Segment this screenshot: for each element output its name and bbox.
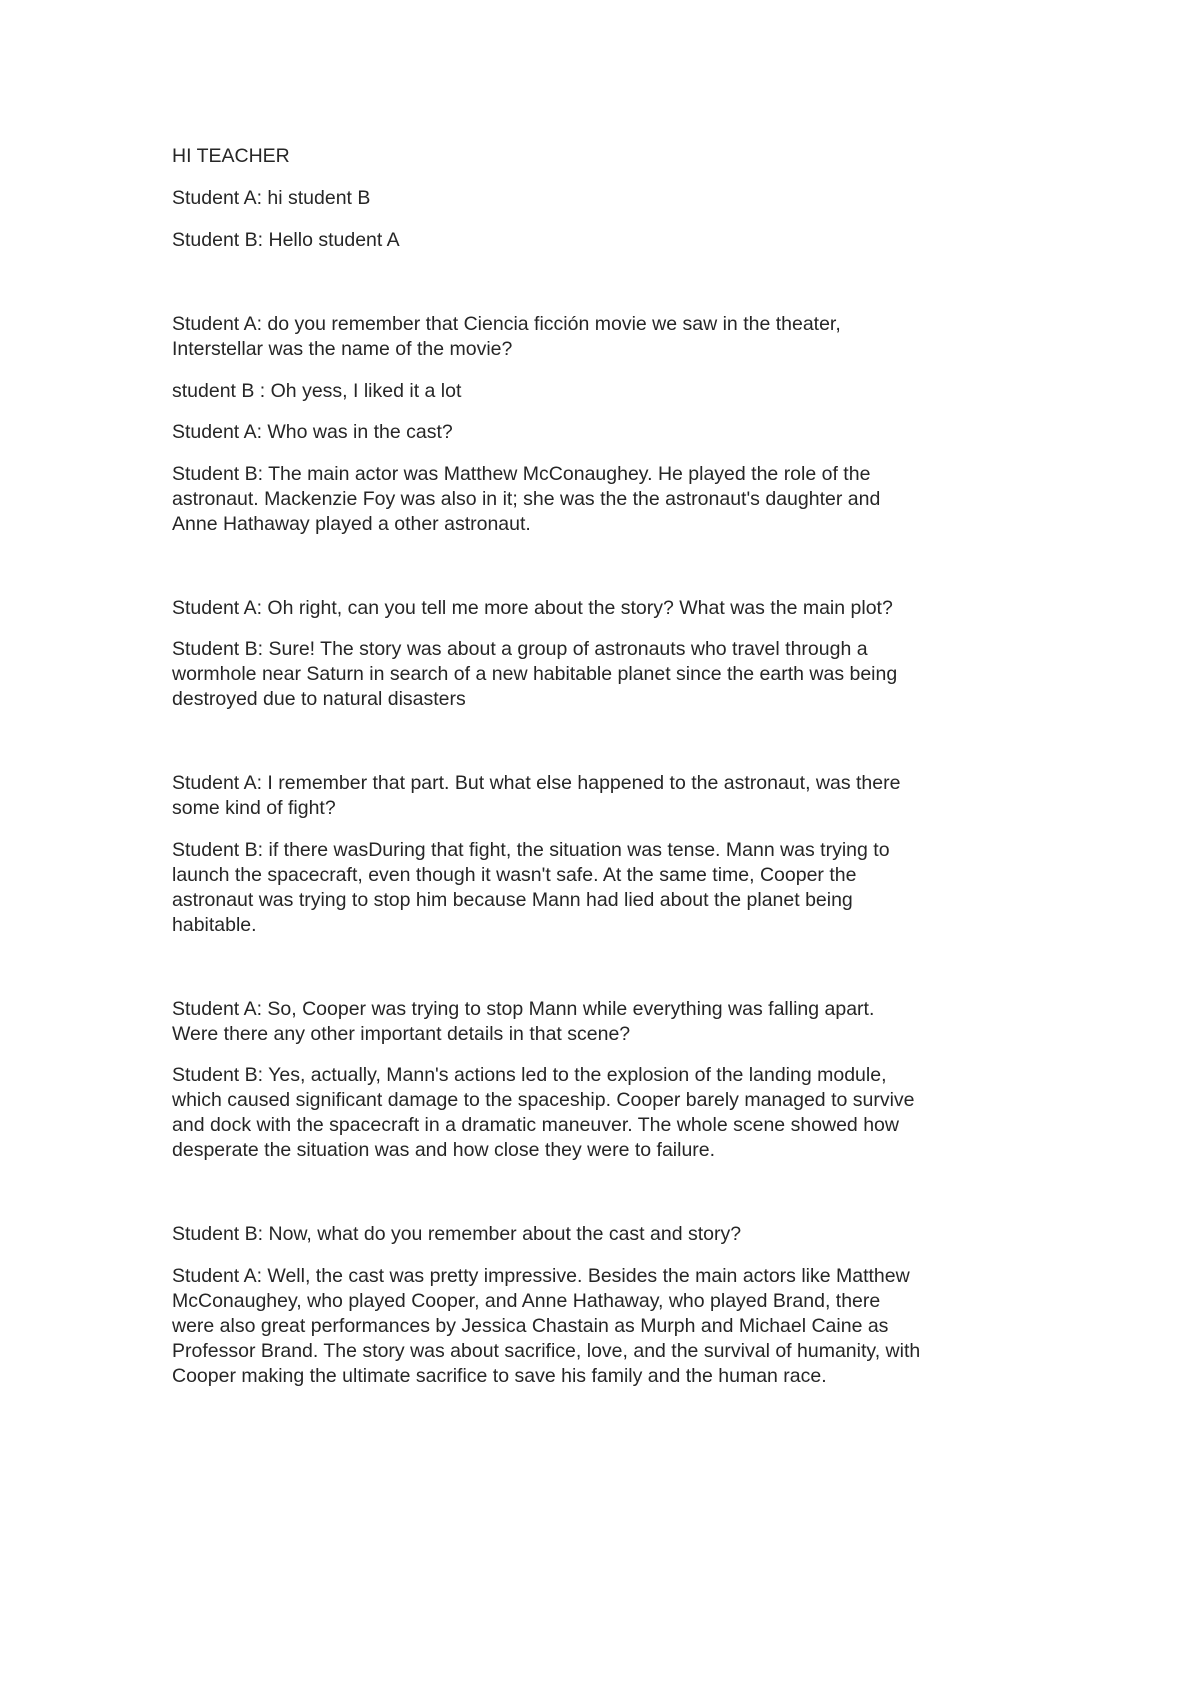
dialogue-line: which caused significant damage to the spaceship. Cooper barely managed to survive bbox=[172, 1089, 915, 1111]
dialogue-line: destroyed due to natural disasters bbox=[172, 688, 466, 710]
dialogue-line: Student A: So, Cooper was trying to stop Mann while everything was falling apart. bbox=[172, 998, 875, 1020]
dialogue-line: launch the spacecraft, even though it wasn't safe. At the same time, Cooper the bbox=[172, 864, 857, 886]
dialogue-line: Interstellar was the name of the movie? bbox=[172, 338, 513, 360]
dialogue-line: wormhole near Saturn in search of a new habitable planet since the earth was being bbox=[172, 663, 898, 685]
dialogue-line: and dock with the spacecraft in a dramatic maneuver. The whole scene showed how bbox=[172, 1114, 899, 1136]
dialogue-line: habitable. bbox=[172, 914, 257, 936]
dialogue-line: Student A: Who was in the cast? bbox=[172, 421, 453, 443]
dialogue-line: McConaughey, who played Cooper, and Anne Hathaway, who played Brand, there bbox=[172, 1290, 881, 1312]
dialogue-line: Student B: Yes, actually, Mann's actions led to the explosion of the landing module, bbox=[172, 1064, 887, 1086]
dialogue-line: Student A: Well, the cast was pretty impressive. Besides the main actors like Matthew bbox=[172, 1265, 910, 1287]
dialogue-line: student B : Oh yess, I liked it a lot bbox=[172, 380, 462, 402]
dialogue-line: Student A: I remember that part. But what else happened to the astronaut, was there bbox=[172, 772, 901, 794]
dialogue-line: Cooper making the ultimate sacrifice to save his family and the human race. bbox=[172, 1365, 827, 1387]
dialogue-line: astronaut was trying to stop him because Mann had lied about the planet being bbox=[172, 889, 853, 911]
dialogue-line: Anne Hathaway played a other astronaut. bbox=[172, 513, 531, 535]
dialogue-line: astronaut. Mackenzie Foy was also in it; she was the the astronaut's daughter and bbox=[172, 488, 881, 510]
dialogue-line: were also great performances by Jessica Chastain as Murph and Michael Caine as bbox=[172, 1315, 889, 1337]
dialogue-line: some kind of fight? bbox=[172, 797, 336, 819]
dialogue-line: Student B: Now, what do you remember about the cast and story? bbox=[172, 1223, 742, 1245]
dialogue-line: Student B: Hello student A bbox=[172, 229, 400, 251]
dialogue-line: Professor Brand. The story was about sacrifice, love, and the survival of humanity, with bbox=[172, 1340, 921, 1362]
heading-line: HI TEACHER bbox=[172, 145, 290, 167]
dialogue-line: Were there any other important details in that scene? bbox=[172, 1023, 631, 1045]
dialogue-line: Student A: do you remember that Ciencia ficción movie we saw in the theater, bbox=[172, 313, 841, 335]
dialogue-line: Student B: if there wasDuring that fight, the situation was tense. Mann was trying to bbox=[172, 839, 890, 861]
dialogue-line: Student B: The main actor was Matthew McConaughey. He played the role of the bbox=[172, 463, 871, 485]
dialogue-line: desperate the situation was and how close they were to failure. bbox=[172, 1139, 716, 1161]
dialogue-line: Student A: Oh right, can you tell me more about the story? What was the main plot? bbox=[172, 597, 893, 619]
dialogue-line: Student B: Sure! The story was about a group of astronauts who travel through a bbox=[172, 638, 868, 660]
dialogue-line: Student A: hi student B bbox=[172, 187, 371, 209]
